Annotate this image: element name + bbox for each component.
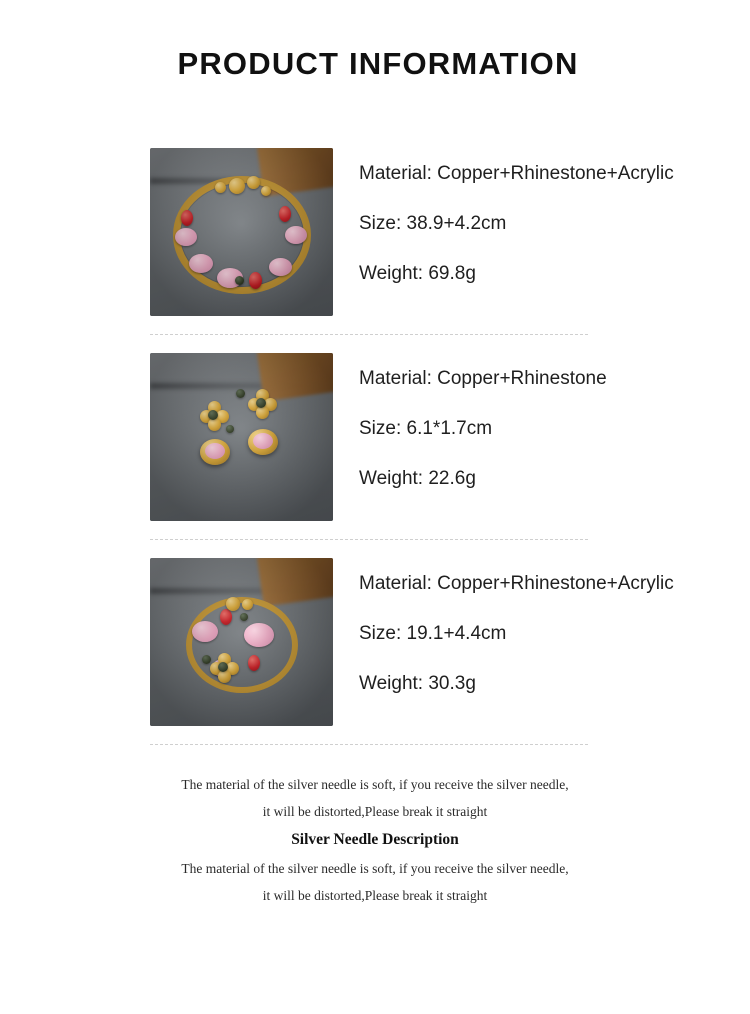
spec-material: Material: Copper+Rhinestone (359, 368, 607, 389)
section-divider (150, 334, 588, 335)
product-row (150, 353, 750, 521)
earrings-photo[interactable] (150, 353, 333, 521)
note-line-4: it will be distorted,Please break it straight (262, 888, 488, 903)
product-list (0, 148, 750, 726)
spec-material: Material: Copper+Rhinestone+Acrylic (359, 573, 674, 594)
spec-weight: Weight: 69.8g (359, 263, 476, 284)
note-line-2: it will be distorted,Please break it straight (262, 804, 488, 819)
photo-vignette (150, 148, 333, 316)
silver-needle-notes (0, 771, 750, 909)
section-divider (150, 744, 588, 745)
product-row (150, 148, 750, 316)
section-divider (150, 539, 588, 540)
note-line-3: The material of the silver needle is soft, if you receive the silver needle, (181, 861, 569, 876)
necklace-photo[interactable] (150, 148, 333, 316)
product-specs (359, 353, 607, 488)
spec-weight: Weight: 30.3g (359, 673, 476, 694)
note-line-1: The material of the silver needle is soft, if you receive the silver needle, (181, 777, 569, 792)
spec-weight: Weight: 22.6g (359, 468, 476, 489)
photo-vignette (150, 353, 333, 521)
product-specs (359, 148, 674, 283)
photo-vignette (150, 558, 333, 726)
note-heading: Silver Needle Description (291, 831, 459, 848)
spec-size: Size: 19.1+4.4cm (359, 623, 507, 644)
page-title: PRODUCT INFORMATION (177, 46, 579, 81)
spec-size: Size: 6.1*1.7cm (359, 418, 493, 439)
product-row (150, 558, 750, 726)
spec-material: Material: Copper+Rhinestone+Acrylic (359, 163, 674, 184)
bracelet-photo[interactable] (150, 558, 333, 726)
product-specs (359, 558, 674, 693)
spec-size: Size: 38.9+4.2cm (359, 213, 507, 234)
